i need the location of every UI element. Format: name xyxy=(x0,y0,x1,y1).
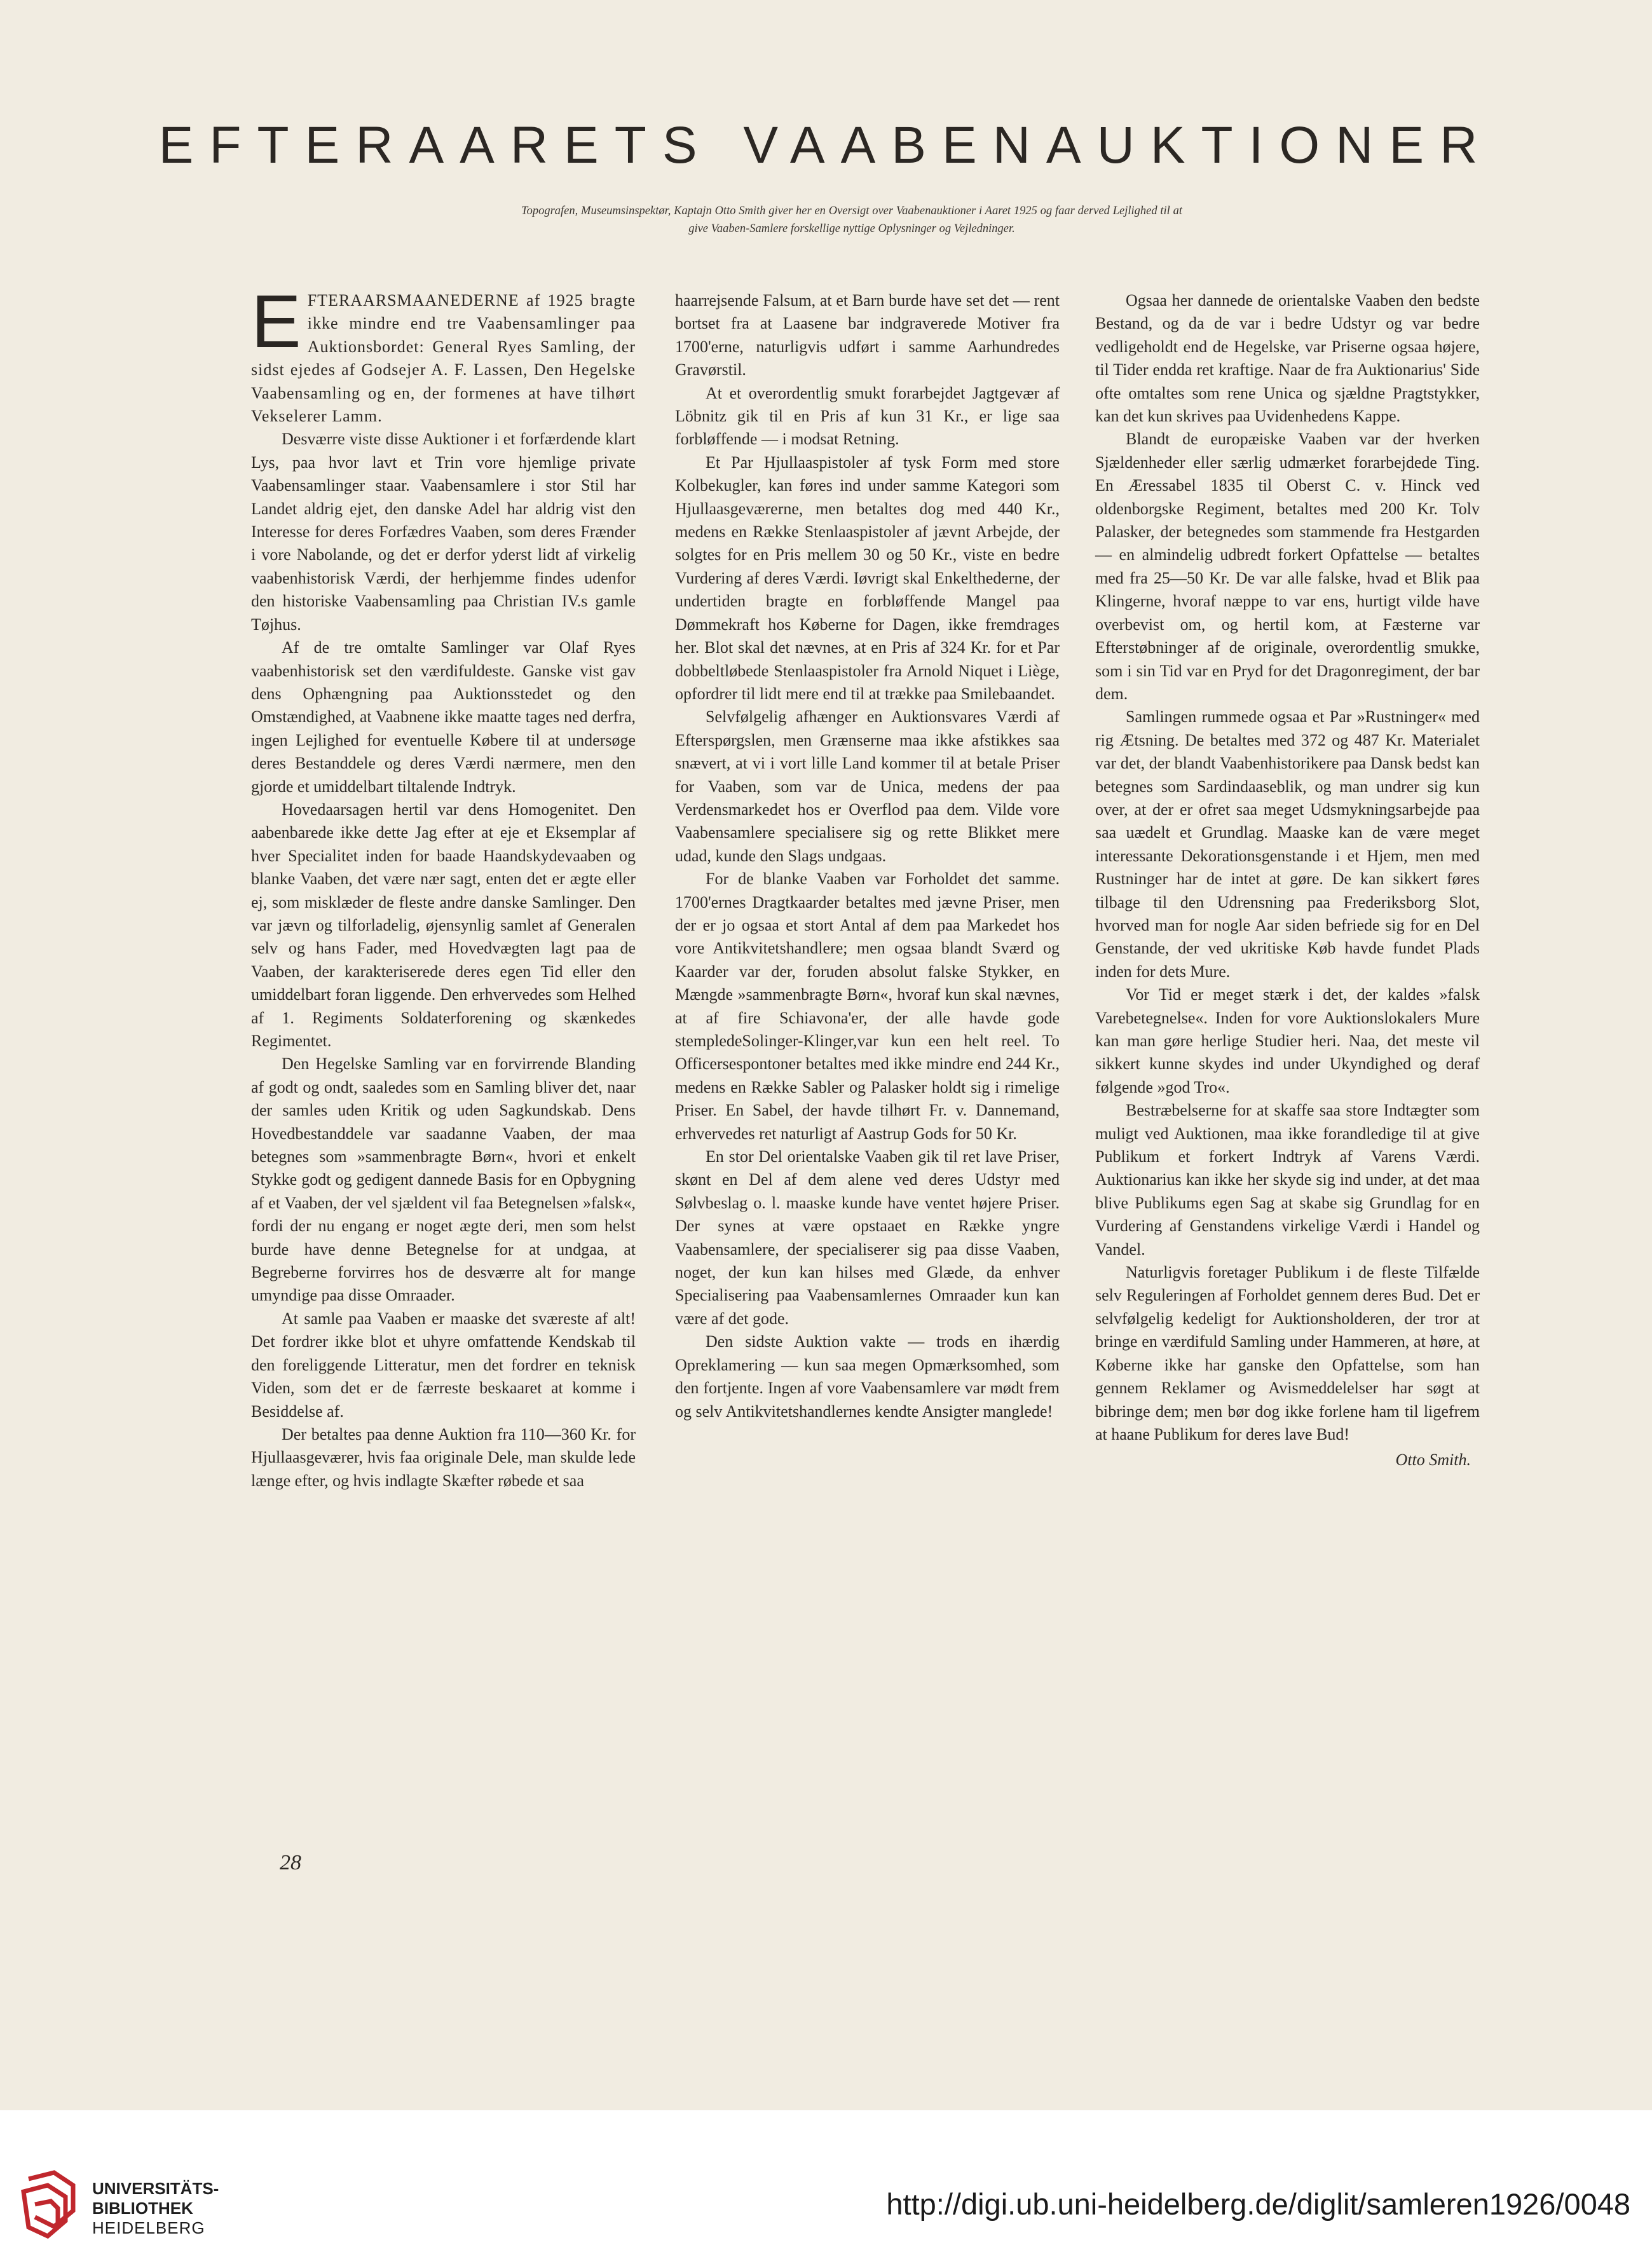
paragraph: Bestræbelserne for at skaffe saa store Indtægter som muligt ved Auktionen, maa ikke forandledige til at give Publikum et forkert Indtryk af Varens Værdi. Auktionarius kan ikke her skyde sig ind under, at det maa blive Publikums egen Sag at skabe sig Grundlag for en Vurdering af Genstandens virkelige Værdi i Handel og Vandel. xyxy=(1095,1101,1480,1259)
author-signature: Otto Smith. xyxy=(1395,1450,1471,1470)
paragraph: Naturligvis foretager Publikum i de fleste Tilfælde selv Reguleringen af Forholdet gennem deres Bud. Det er selvfølgelig kedeligt for Auktionsholderen, der tror at bringe en værdifuld Samling under Hammeren, at høre, at Køberne ikke har ganske den Opfattelse, som han gennem Reklamer og Avismeddelelser har søgt at bibringe dem; men bør dog ikke forlene ham til ligefrem at haane Publikum for deres lave Bud! xyxy=(1095,1263,1480,1444)
library-name-line-3: HEIDELBERG xyxy=(92,2218,205,2237)
library-name-line-1: UNIVERSITÄTS- xyxy=(92,2179,219,2198)
paragraph: Vor Tid er meget stærk i det, der kaldes »falsk Varebetegnelse«. Inden for vore Auktionslokalers Mure kan man gøre herlige Studier heri. Naa, det meste vil sikkert kunne skydes ind under Ukyndighed og deraf følgende »god Tro«. xyxy=(1095,985,1480,1096)
paragraph: Ogsaa her dannede de orientalske Vaaben den bedste Bestand, og da de var i bedre Udstyr og var bedre vedligeholdt end de Hegelske, var Priserne ogsaa højere, til Tider endda ret kraftige. Naar de fra Auktionarius' Side ofte omtaltes som rene Unica og sjældne Pragtstykker, kan det kun skrives paa Uvidenhedens Kappe. xyxy=(1095,291,1480,426)
paragraph: haarrejsende Falsum, at et Barn burde have set det — rent bortset fra at Laasene bar indgraverede Motiver fra 1700'erne, naturligvis udført i samme Aarhundredes Gravørstil. xyxy=(675,291,1060,379)
paragraph: Den sidste Auktion vakte — trods en ihærdig Opreklamering — kun saa megen Opmærksomhed, som den fortjente. Ingen af vore Vaabensamlere var mødt frem og selv Antikvitetshandlernes kendte Ansigter manglede! xyxy=(675,1332,1060,1421)
viewer-footer xyxy=(0,2110,1652,2266)
article-subtitle: Topografen, Museumsinspektør, Kaptajn Otto Smith giver her en Oversigt over Vaabenauktioner i Aaret 1925 og faar derved Lejlighed til at give Vaaben-Samlere forskellige nyttige Oplysninger og Vejledninger. xyxy=(521,205,1182,235)
text-column-3 xyxy=(1095,289,1480,1472)
university-library-logo-icon xyxy=(16,2166,83,2249)
library-name-line-2: BIBLIOTHEK xyxy=(92,2199,193,2218)
paragraph: Der betaltes paa denne Auktion fra 110—360 Kr. for Hjullaasgeværer, hvis faa originale Dele, man skulde lede længe efter, og hvis indlagte Skæfter røbede et saa xyxy=(251,1424,636,1490)
paragraph: En stor Del orientalske Vaaben gik til ret lave Priser, skønt en Del af dem alene ved deres Udstyr med Sølvbeslag o. l. maaske kunde have ventet højere Priser. Der synes at være opstaaet en Række yngre Vaabensamlere, der specialiserer sig paa disse Vaaben, noget, der kun kan hilses med Glæde, da enhver Specialisering paa Vaabensamlernes Omraader kun kan være af det gode. xyxy=(675,1147,1060,1328)
source-url-link[interactable]: http://digi.ub.uni-heidelberg.de/diglit/samleren1926/0048 xyxy=(886,2187,1630,2221)
paragraph: For de blanke Vaaben var Forholdet det samme. 1700'ernes Dragtkaarder betaltes med jævne Priser, men der er jo ogsaa et stort Antal af dem paa Markedet hos vore Antikvitetshandlere; men ogsaa blandt Sværd og Kaarder var der, foruden absolut falske Stykker, en Mængde »sammenbragte Børn«, hvoraf kun skal nævnes, at af fire Schiavona'er, der alle havde gode stempledeSolinger-Klinger,var kun een helt reel. To Officersespontoner betaltes med ikke mindre end 244 Kr., medens en Række Sabler og Palasker holdt sig i rimelige Priser. En Sabel, der havde tilhørt Fr. v. Dannemand, erhvervedes ret naturligt af Aastrup Gods for 50 Kr. xyxy=(675,870,1060,1143)
paragraph: Den Hegelske Samling var en forvirrende Blanding af godt og ondt, saaledes som en Samling bliver det, naar der samles uden Kritik og uden Sagkundskab. Dens Hovedbestanddele var saadanne Vaaben, der maa betegnes som »sammenbragte Børn«, hvori et enkelt Stykke godt og gedigent dannede Basis for en Opbygning af et Vaaben, der vel sjældent vil faa Betegnelsen »falsk«, fordi der nu engang er noget ægte deri, men som helst burde have denne Betegnelse for at undgaa, at Begreberne forvirres hos de desværre alt for mange umyndige paa disse Omraader. xyxy=(251,1055,636,1305)
article-title: EFTERAARETS VAABENAUKTIONER xyxy=(158,116,1494,174)
paragraph: EFTERAARSMAANEDERNE af 1925 bragte ikke mindre end tre Vaabensamlinger paa Auktionsbordet: General Ryes Samling, der sidst ejedes af Godsejer A. F. Lassen, Den Hegelske Vaabensamling og en, der formenes at have tilhørt Vekselerer Lamm. xyxy=(251,280,636,426)
library-name xyxy=(92,2179,219,2238)
paragraph: Blandt de europæiske Vaaben var der hverken Sjældenheder eller særlig udmærket forarbejdede Ting. En Æressabel 1835 til Oberst C. v. Hinck ved oldenborgske Regiment, betaltes med 200 Kr. Tolv Palasker, der betegnedes som stammende fra Hestgarden — en almindelig udbredt forkert Opfattelse — betaltes med fra 25—50 Kr. De var alle falske, hvad et Blik paa Klingerne, hvoraf næppe to var ens, hurtigt vilde have overbevist om, og hertil kom, at Fæsterne var Efterstøbninger af de originale, overordentlig smukke, som i sin Tid var en Pryd for det Dragonregiment, der bar dem. xyxy=(1095,430,1480,703)
page-number: 28 xyxy=(280,1851,301,1874)
paragraph: Selvfølgelig afhænger en Auktionsvares Værdi af Efterspørgslen, men Grænserne maa ikke afstikkes saa snævert, at vi i vort lille Land kommer til at betale Priser for Vaaben, som var de Unica, medens der paa Verdensmarkedet hos er Overflod paa dem. Vilde vore Vaabensamlere specialisere sig og rette Blikket mere udad, kunde den Slags undgaas. xyxy=(675,707,1060,865)
paragraph: Desværre viste disse Auktioner i et forfærdende klart Lys, paa hvor lavt et Trin vore hjemlige private Vaabensamlinger staar. Vaabensamlere i stor Stil har Landet aldrig ejet, den danske Adel har aldrig vist den Interesse for deres Forfædres Vaaben, som deres Frænder i vore Nabolande, og det er derfor yderst lidt af virkelig vaabenhistorisk Værdi, der herhjemme findes udenfor den historiske Vaabensamling paa Christian IV.s gamle Tøjhus. xyxy=(251,430,636,634)
paragraph: At samle paa Vaaben er maaske det sværeste af alt! Det fordrer ikke blot et uhyre omfattende Kendskab til den foreliggende Litteratur, men det fordrer en teknisk Viden, som det er de færreste beskaaret at komme i Besiddelse af. xyxy=(251,1309,636,1421)
paragraph: Samlingen rummede ogsaa et Par »Rustninger« med rig Ætsning. De betaltes med 372 og 487 Kr. Materialet var det, der blandt Vaabenhistorikere paa Dansk bedst kan betegnes som Sardindaaseblik, og man undrer sig kun over, at der er ofret saa meget Udsmykningsarbejde paa saa uædelt et Grundlag. Maaske kan de være meget interessante Dekorationsgenstande i et Hjem, men med Rustninger har de intet at gøre. De kan sikkert føres tilbage til den Udrensning paa Frederiksborg Slot, hvorved man for nogle Aar siden befriede sig for en Del Genstande, der ved ukritiske Køb havde fundet Plads inden for dets Mure. xyxy=(1095,707,1480,981)
paragraph: At et overordentlig smukt forarbejdet Jagtgevær af Löbnitz gik til en Pris af kun 31 Kr., er lige saa forbløffende — i modsat Retning. xyxy=(675,383,1060,449)
drop-cap: E xyxy=(251,280,301,364)
paragraph: Et Par Hjullaaspistoler af tysk Form med store Kolbekugler, kan føres ind under samme Kategori som Hjullaasgeværerne, men betaltes dog med 440 Kr., medens en Række Stenlaaspistoler af jævnt Arbejde, der solgtes for en Pris mellem 30 og 50 Kr., viste en bedre Vurdering af deres Værdi. Iøvrigt skal Enkelthederne, der undertiden bragte en forbløffende Mangel paa Dømmekraft hos Køberne for Dagen, ikke fremdrages her. Blot skal det nævnes, at en Pris af 324 Kr. for et Par dobbeltløbede Stenlaaspistoler fra Arnold Niquet i Liège, opfordrer til lidt mere end til at trække paa Smilebaandet. xyxy=(675,453,1060,703)
paragraph: Hovedaarsagen hertil var dens Homogenitet. Den aabenbarede ikke dette Jag efter at eje et Eksemplar af hver Specialitet inden for baade Haandskydevaaben og blanke Vaaben, det være nær sagt, enten det er ægte eller ej, som misklæder de fleste andre danske Samlinger. Den var jævn og tilforladelig, øjensynlig samlet af Generalen selv og hans Fader, med Hovedvægten lagt paa de Vaaben, der karakteriserede deres egen Tid eller den umiddelbart foran liggende. Den erhvervedes som Helhed af 1. Regiments Soldaterforening og skænkedes Regimentet. xyxy=(251,800,636,1050)
text-column-2 xyxy=(675,289,1060,1423)
paragraph: Af de tre omtalte Samlinger var Olaf Ryes vaabenhistorisk set den værdifuldeste. Ganske vist gav dens Ophængning paa Auktionsstedet og den Omstændighed, at Vaabnene ikke maatte tages ned derfra, ingen Lejlighed for eventuelle Købere til at undersøge deres Bestanddele og deres Værdi nærmere, men den gjorde et umiddelbart tiltalende Indtryk. xyxy=(251,638,636,796)
text-column-1 xyxy=(251,280,636,1492)
